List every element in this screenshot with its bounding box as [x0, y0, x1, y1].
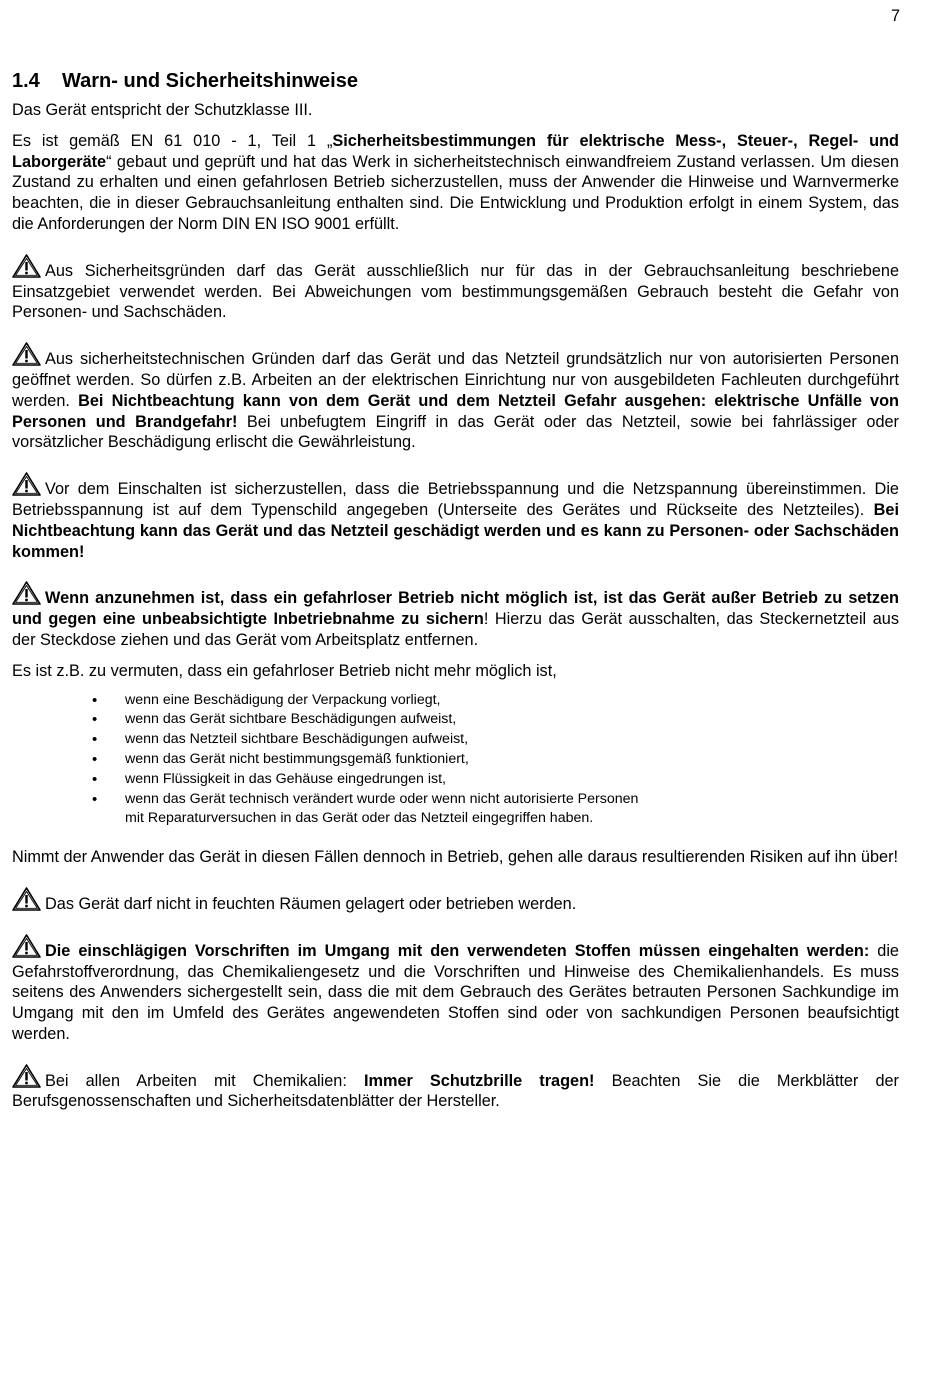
warning-triangle-icon	[12, 887, 41, 911]
section-number: 1.4	[12, 70, 40, 92]
warning-shutdown: Wenn anzunehmen ist, dass ein gefahrloser Betrieb nicht möglich ist, ist das Gerät außer Betrieb zu setzen und gegen eine unbeabsichtigte Inbetriebnahme zu sichern! Hierzu das Gerät ausschalten, das Steckernetzteil aus der Steckdose ziehen und das Gerät vom Arbeitsplatz entfernen.	[12, 581, 899, 650]
warning-triangle-icon	[12, 581, 41, 605]
warning-triangle-icon	[12, 934, 41, 958]
list-item: • wenn eine Beschädigung der Verpackung vorliegt,	[92, 691, 899, 711]
warning-voltage: Vor dem Einschalten ist sicherzustellen, dass die Betriebsspannung und die Netzspannung übereinstimmen. Die Betriebsspannung ist auf dem Typenschild angegeben (Unterseite des Gerätes und Rückseite des Netzteiles). Bei Nichtbeachtung kann das Gerät und das Netzteil geschädigt werden und es kann zu Personen- oder Sachschäden kommen!	[12, 472, 899, 562]
paragraph-norm: Es ist gemäß EN 61 010 - 1, Teil 1 „Sicherheitsbestimmungen für elektrische Mess-, Steuer-, Regel- und Laborgeräte“ gebaut und geprüft und hat das Werk in sicherheitstechnisch einwandfreiem Zustand verlassen. Um diesen Zustand zu erhalten und einen gefahrlosen Betrieb sicherzustellen, muss der Anwender die Hinweise und Warnvermerke beachten, die in dieser Gebrauchsanleitung enthalten sind. Die Entwicklung und Produktion erfolgt in einem System, das die Anforderungen der Norm DIN EN ISO 9001 erfüllt.	[12, 131, 899, 233]
warning-triangle-icon	[12, 472, 41, 496]
list-item: • wenn Flüssigkeit in das Gehäuse eingedrungen ist,	[92, 770, 899, 790]
list-item: • wenn das Netzteil sichtbare Beschädigungen aufweist,	[92, 730, 899, 750]
condition-list	[12, 691, 899, 830]
document-body	[12, 68, 899, 1112]
warning-triangle-icon	[12, 1064, 41, 1088]
list-item: • wenn das Gerät sichtbare Beschädigungen aufweist,	[92, 710, 899, 730]
warning-opening: Aus sicherheitstechnischen Gründen darf das Gerät und das Netzteil grundsätzlich nur von autorisierten Personen geöffnet werden. So dürfen z.B. Arbeiten an der elektrischen Einrichtung nur von ausgebildeten Fachleuten durchgeführt werden. Bei Nichtbeachtung kann von dem Gerät und dem Netzteil Gefahr ausgehen: elektrische Unfälle von Personen und Brandgefahr! Bei unbefugtem Eingriff in das Gerät oder das Netzteil, sowie bei fahrlässiger oder vorsätzlicher Beschädigung erlischt die Gewährleistung.	[12, 342, 899, 453]
paragraph-schutzklasse: Das Gerät entspricht der Schutzklasse III.	[12, 101, 313, 119]
section-heading	[12, 68, 899, 94]
warning-goggles: Bei allen Arbeiten mit Chemikalien: Immer Schutzbrille tragen! Beachten Sie die Merkblätter der Berufsgenossenschaften und Sicherheitsdatenblätter der Hersteller.	[12, 1064, 899, 1113]
section-title: Warn- und Sicherheitshinweise	[62, 70, 358, 92]
paragraph-vermuten: Es ist z.B. zu vermuten, dass ein gefahrloser Betrieb nicht mehr möglich ist,	[12, 661, 557, 680]
list-item: • wenn das Gerät technisch verändert wurde oder wenn nicht autorisierte Personen mit Reparaturversuchen in das Gerät oder das Netzteil eingegriffen haben.	[92, 790, 899, 830]
warning-triangle-icon	[12, 342, 41, 366]
warning-usage: Aus Sicherheitsgründen darf das Gerät ausschließlich nur für das in der Gebrauchsanleitung beschriebene Einsatzgebiet verwendet werden. Bei Abweichungen vom bestimmungsgemäßen Gebrauch besteht die Gefahr von Personen- und Sachschäden.	[12, 254, 899, 323]
page-number: 7	[890, 7, 900, 25]
list-item: • wenn das Gerät nicht bestimmungsgemäß funktioniert,	[92, 750, 899, 770]
warning-triangle-icon	[12, 254, 41, 278]
warning-regulations: Die einschlägigen Vorschriften im Umgang mit den verwendeten Stoffen müssen eingehalten werden: die Gefahrstoffverordnung, das Chemikaliengesetz und die Vorschriften und Hinweise des Chemikalienhandels. Es muss seitens des Anwenders sichergestellt sein, dass die mit dem Gebrauch des Gerätes betrauten Personen Sachkundige im Umgang mit den im Umfeld des Gerätes angewendeten Stoffen sind oder von sachkundigen Personen beaufsichtigt werden.	[12, 934, 899, 1045]
warning-humidity: Das Gerät darf nicht in feuchten Räumen gelagert oder betrieben werden.	[12, 887, 899, 915]
paragraph-risiken: Nimmt der Anwender das Gerät in diesen Fällen dennoch in Betrieb, gehen alle daraus resultierenden Risiken auf ihn über!	[12, 848, 899, 867]
